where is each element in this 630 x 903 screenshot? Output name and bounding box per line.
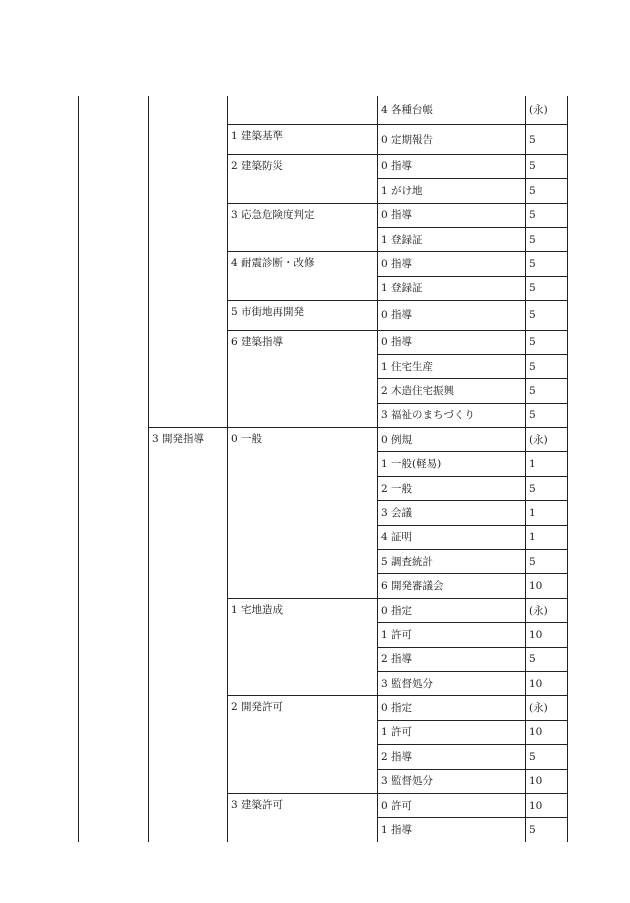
item-cell: 2 指導 [378, 745, 526, 769]
table-row [79, 96, 568, 125]
retention-cell: 5 [526, 179, 568, 203]
category-cell-level2: 3 開発指導 [149, 428, 228, 842]
retention-cell: 5 [526, 203, 568, 227]
retention-cell: 5 [526, 647, 568, 671]
item-cell: 1 がけ地 [378, 179, 526, 203]
item-cell: 1 住宅生産 [378, 354, 526, 378]
category-cell-level3: 1 建築基準 [228, 125, 378, 154]
item-cell: 1 許可 [378, 623, 526, 647]
item-cell: 2 指導 [378, 647, 526, 671]
retention-cell: (永) [526, 96, 568, 125]
category-cell-level3: 2 建築防災 [228, 154, 378, 203]
item-cell: 1 登録証 [378, 227, 526, 251]
retention-cell: 5 [526, 476, 568, 500]
item-cell: 0 指導 [378, 252, 526, 276]
retention-cell: 5 [526, 550, 568, 574]
retention-cell: 1 [526, 501, 568, 525]
item-cell: 0 指定 [378, 696, 526, 720]
retention-schedule-table [78, 96, 568, 842]
item-cell: 1 登録証 [378, 276, 526, 300]
retention-cell: 1 [526, 452, 568, 476]
retention-cell: 5 [526, 276, 568, 300]
category-cell-level3: 3 建築許可 [228, 793, 378, 841]
category-cell-level3: 0 一般 [228, 428, 378, 599]
item-cell: 4 各種台帳 [378, 96, 526, 125]
category-cell-level3: 1 宅地造成 [228, 598, 378, 696]
category-cell-level3: 4 耐震診断・改修 [228, 252, 378, 301]
item-cell: 4 証明 [378, 525, 526, 549]
retention-cell: (永) [526, 598, 568, 622]
item-cell: 3 福祉のまちづくり [378, 403, 526, 427]
retention-cell: 5 [526, 818, 568, 842]
retention-cell: 5 [526, 330, 568, 354]
item-cell: 2 木造住宅振興 [378, 379, 526, 403]
item-cell: 1 一般(軽易) [378, 452, 526, 476]
retention-cell: 10 [526, 720, 568, 744]
retention-cell: 10 [526, 769, 568, 793]
item-cell: 6 開発審議会 [378, 574, 526, 598]
category-cell-level3 [228, 96, 378, 125]
retention-cell: 5 [526, 301, 568, 330]
item-cell: 0 指導 [378, 154, 526, 178]
item-cell: 1 許可 [378, 720, 526, 744]
category-cell-level3: 6 建築指導 [228, 330, 378, 428]
retention-cell: 10 [526, 671, 568, 695]
category-cell-level1 [79, 96, 149, 842]
item-cell: 0 指導 [378, 301, 526, 330]
item-cell: 3 監督処分 [378, 671, 526, 695]
retention-cell: 5 [526, 379, 568, 403]
retention-cell: 5 [526, 252, 568, 276]
retention-cell: 5 [526, 403, 568, 427]
item-cell: 5 調査統計 [378, 550, 526, 574]
retention-cell: 10 [526, 793, 568, 817]
retention-cell: 5 [526, 154, 568, 178]
item-cell: 0 許可 [378, 793, 526, 817]
retention-cell: 1 [526, 525, 568, 549]
retention-cell: 10 [526, 623, 568, 647]
retention-cell: (永) [526, 696, 568, 720]
category-cell-level3: 2 開発許可 [228, 696, 378, 794]
category-cell-level2 [149, 96, 228, 428]
item-cell: 0 例規 [378, 428, 526, 452]
category-cell-level3: 3 応急危険度判定 [228, 203, 378, 252]
item-cell: 1 指導 [378, 818, 526, 842]
item-cell: 3 監督処分 [378, 769, 526, 793]
item-cell: 0 指定 [378, 598, 526, 622]
retention-cell: 10 [526, 574, 568, 598]
retention-cell: 5 [526, 227, 568, 251]
retention-cell: 5 [526, 745, 568, 769]
category-cell-level3: 5 市街地再開発 [228, 301, 378, 330]
item-cell: 2 一般 [378, 476, 526, 500]
item-cell: 3 会議 [378, 501, 526, 525]
retention-cell: 5 [526, 125, 568, 154]
retention-cell: 5 [526, 354, 568, 378]
item-cell: 0 指導 [378, 203, 526, 227]
table-row [79, 428, 568, 452]
retention-cell: (永) [526, 428, 568, 452]
item-cell: 0 定期報告 [378, 125, 526, 154]
item-cell: 0 指導 [378, 330, 526, 354]
